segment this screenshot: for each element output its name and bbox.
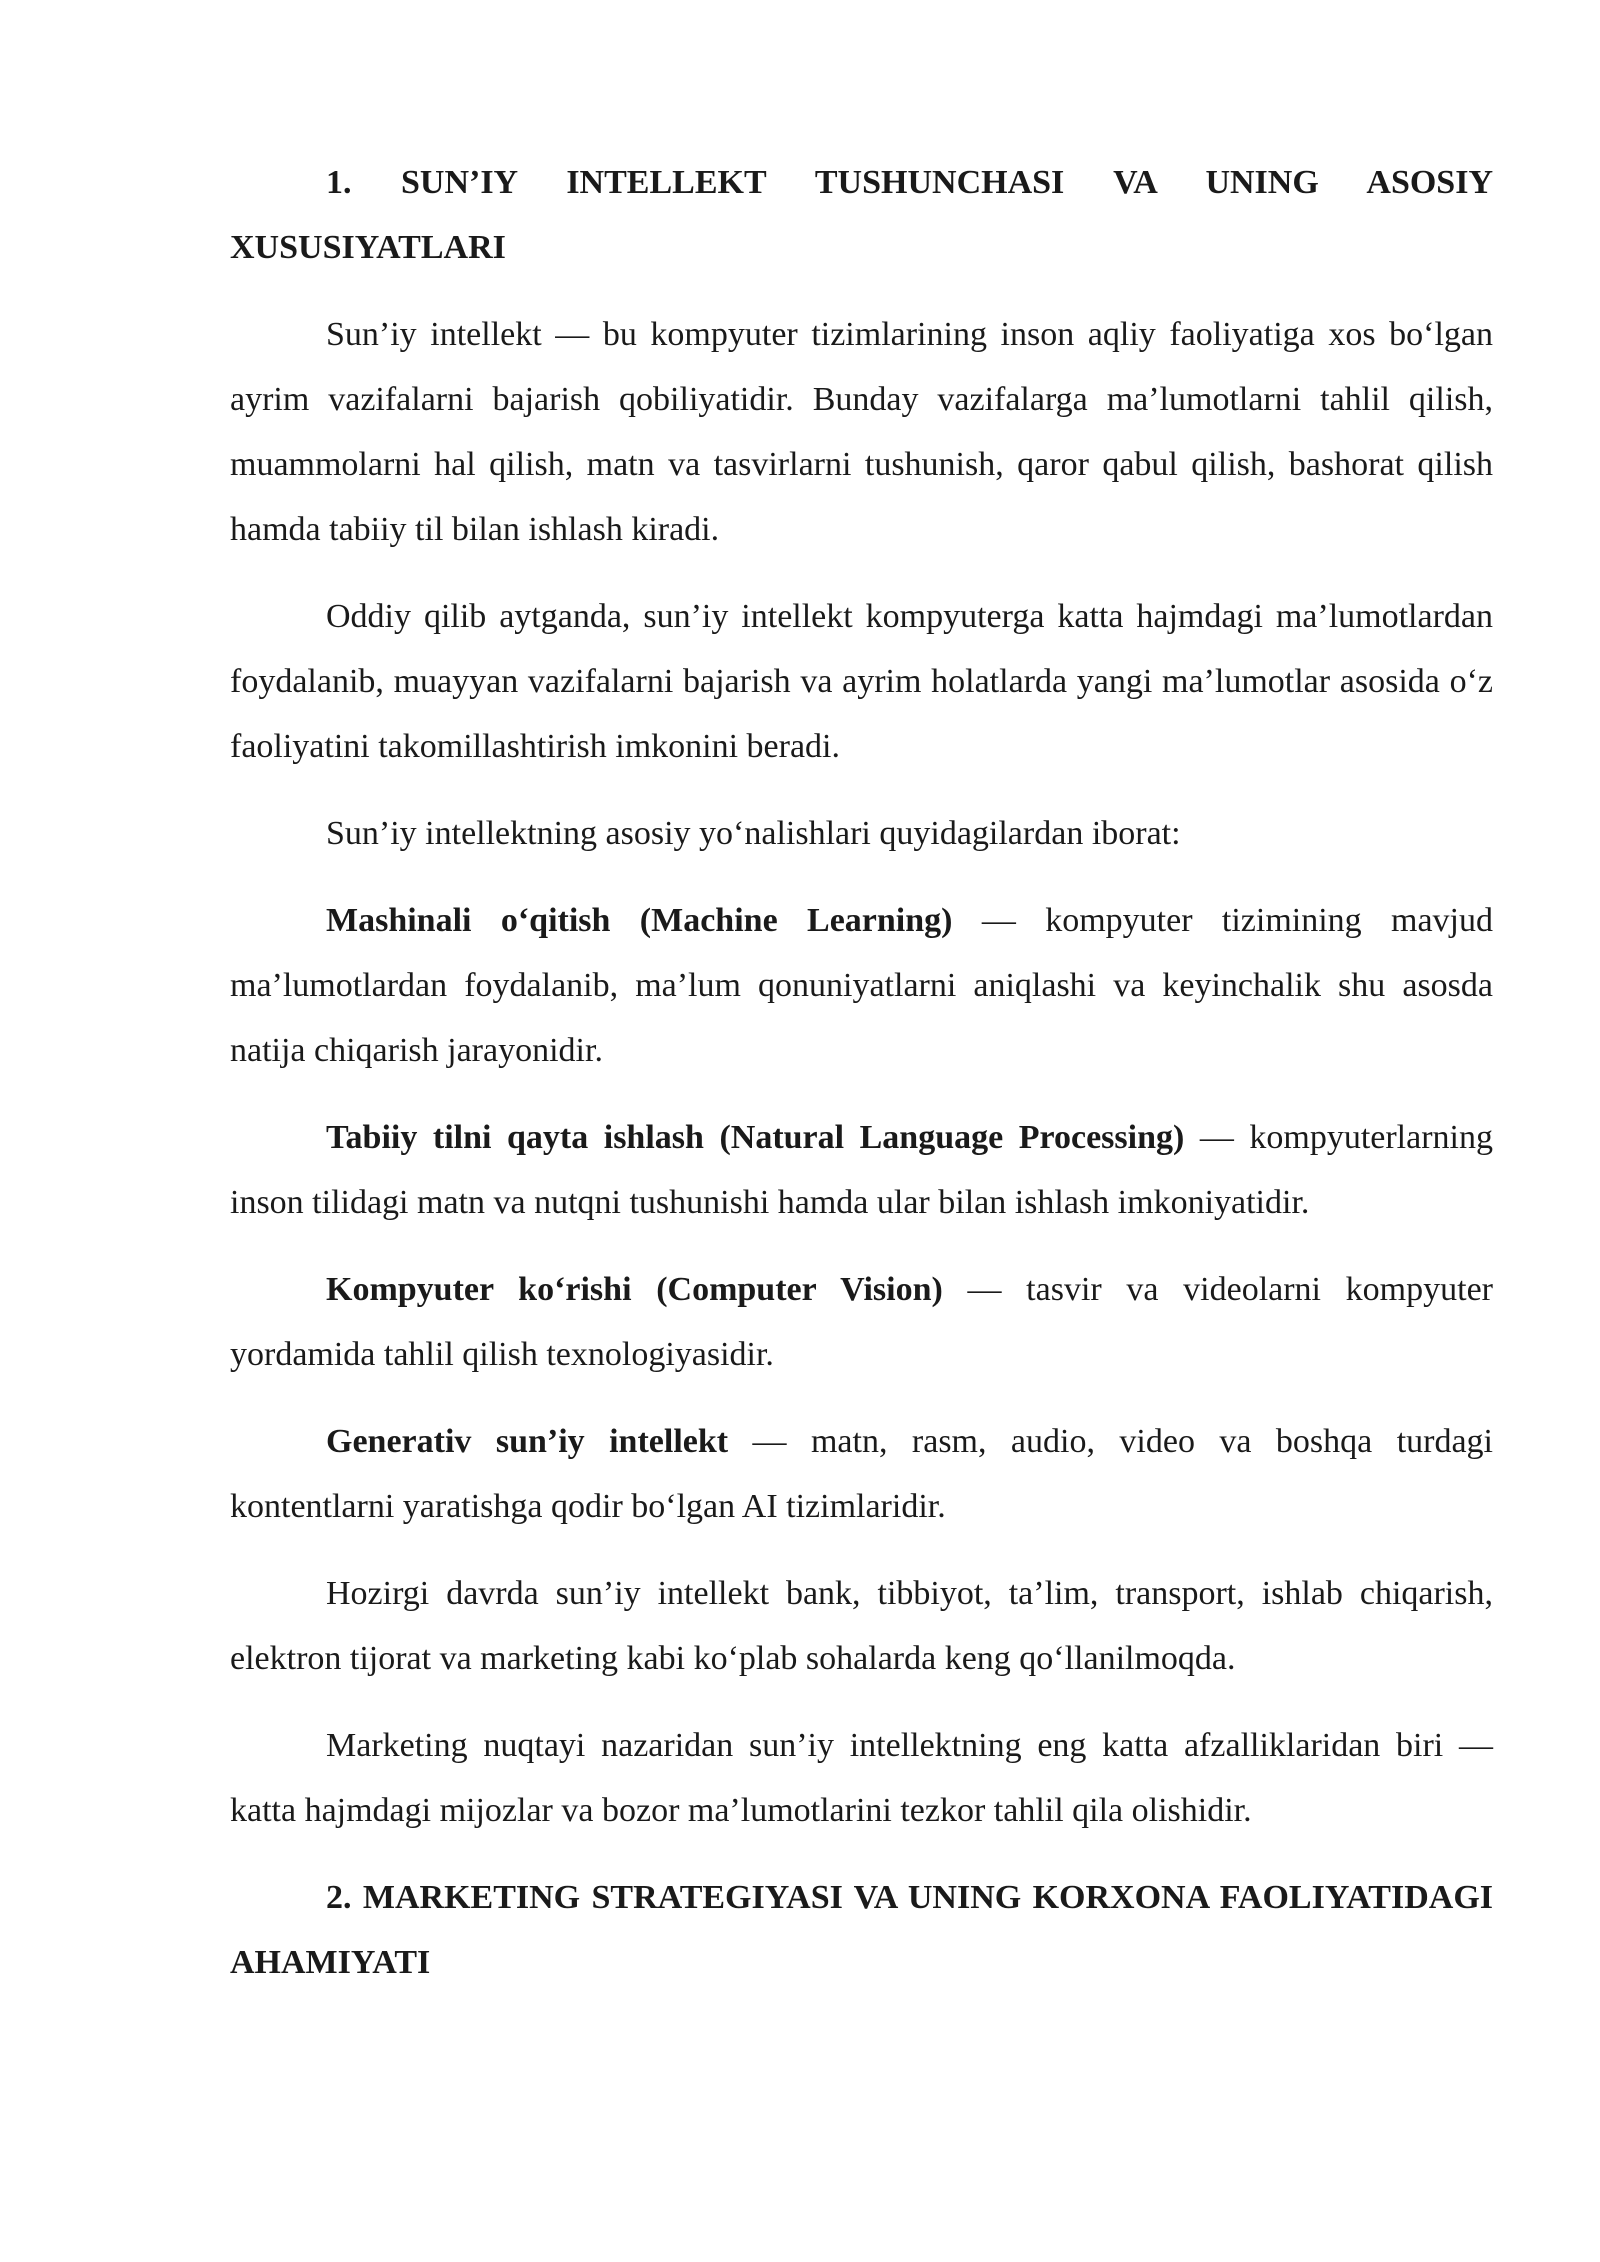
term-machine-learning: Mashinali o‘qitish (Machine Learning) — [326, 902, 953, 939]
paragraph-ai-marketing-advantage: Marketing nuqtayi nazaridan sun’iy intellektning eng katta afzalliklaridan biri — katta hajmdagi mijozlar va bozor ma’lumotlarini tezkor tahlil qila olishidir. — [230, 1727, 1493, 1829]
paragraph-machine-learning — [230, 888, 1493, 1083]
paragraph-generative-ai — [230, 1409, 1493, 1539]
definition-generative-ai: — matn, rasm, audio, video va boshqa turdagi kontentlarni yaratishga qodir bo‘lgan AI tizimlaridir. — [230, 1423, 1493, 1525]
paragraph-ai-simple-explanation: Oddiy qilib aytganda, sun’iy intellekt kompyuterga katta hajmdagi ma’lumotlardan foydalanib, muayyan vazifalarni bajarish va ayrim holatlarda yangi ma’lumotlar asosida o‘z faoliyatini takomillashtirish imkonini beradi. — [230, 598, 1493, 765]
term-generative-ai: Generativ sun’iy intellekt — [326, 1423, 729, 1460]
definition-machine-learning: — kompyuter tizimining mavjud ma’lumotlardan foydalanib, ma’lum qonuniyatlarni aniqlashi va keyinchalik shu asosda natija chiqarish jarayonidir. — [230, 902, 1494, 1069]
term-computer-vision: Kompyuter ko‘rishi (Computer Vision) — [326, 1271, 943, 1308]
paragraph-nlp — [230, 1105, 1493, 1235]
paragraph-ai-directions-intro: Sun’iy intellektning asosiy yo‘nalishlari quyidagilardan iborat: — [326, 815, 1181, 852]
paragraph-ai-definition: Sun’iy intellekt — bu kompyuter tizimlarining inson aqliy faoliyatiga xos bo‘lgan ayrim vazifalarni bajarish qobiliyatidir. Bunday vazifalarga ma’lumotlarni tahlil qilish, muammolarni hal qilish, matn va tasvirlarni tushunish, qaror qabul qilish, bashorat qilish hamda tabiiy til bilan ishlash kiradi. — [230, 316, 1493, 548]
term-nlp: Tabiiy tilni qayta ishlash (Natural Language Processing) — [326, 1119, 1185, 1156]
definition-computer-vision: — tasvir va videolarni kompyuter yordamida tahlil qilish texnologiyasidir. — [230, 1271, 1493, 1373]
definition-nlp: — kompyuterlarning inson tilidagi matn va nutqni tushunishi hamda ular bilan ishlash imkoniyatidir. — [230, 1119, 1493, 1221]
section-2-heading: 2. MARKETING STRATEGIYASI VA UNING KORXONA FAOLIYATIDAGI AHAMIYATI — [230, 1879, 1493, 1981]
paragraph-computer-vision — [230, 1257, 1493, 1387]
section-1-heading: 1. SUN’IY INTELLEKT TUSHUNCHASI VA UNING ASOSIY XUSUSIYATLARI — [230, 164, 1493, 266]
document-body — [230, 150, 1493, 2017]
paragraph-ai-applications: Hozirgi davrda sun’iy intellekt bank, tibbiyot, ta’lim, transport, ishlab chiqarish, elektron tijorat va marketing kabi ko‘plab sohalarda keng qo‘llanilmoqda. — [230, 1575, 1493, 1677]
